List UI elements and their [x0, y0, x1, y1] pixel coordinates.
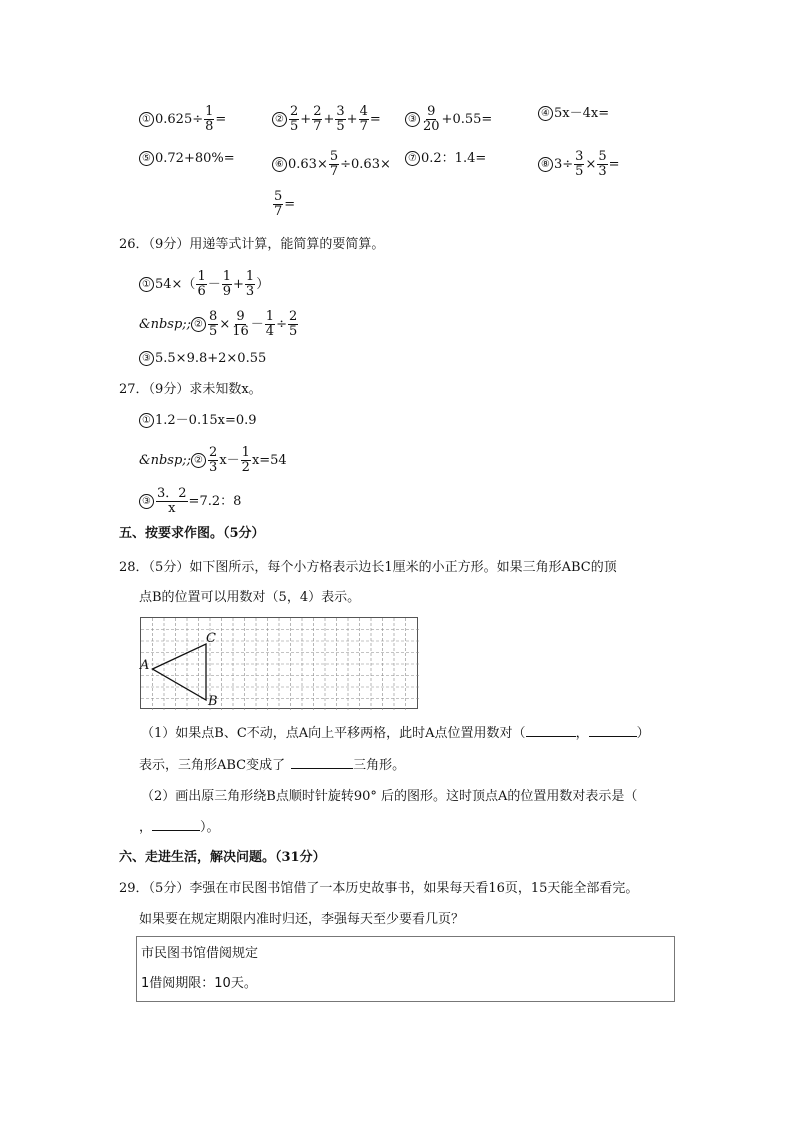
operator: + [346, 112, 358, 127]
expr-text: 0.2：1.4= [421, 151, 487, 166]
calc-q7 [405, 150, 486, 168]
fraction: $\frac{9}{16}$ [232, 309, 249, 339]
calc-q6 [272, 150, 391, 179]
expr-text: = [369, 112, 381, 127]
q26-item3 [139, 350, 266, 368]
fraction: $\frac{4}{7}$ [359, 104, 368, 134]
operator: － [207, 277, 221, 292]
rules-item: 1借阅期限：10天。 [141, 976, 257, 991]
fraction: $\frac{9}{20}$ [423, 104, 440, 134]
fraction: $\frac{2}{3}$ [209, 445, 218, 475]
fraction: $\frac{3}{5}$ [336, 104, 345, 134]
comma: ， [575, 726, 589, 741]
circled-number: ④ [538, 106, 553, 121]
circled-number: ① [139, 413, 154, 428]
answer-blank-x[interactable] [526, 724, 576, 737]
calc-q6-wrap [272, 190, 295, 219]
circled-number: ⑥ [272, 157, 287, 172]
fraction: $\frac{2}{5}$ [288, 309, 298, 339]
expr-text: 54×（ [155, 277, 196, 292]
library-rules-box [136, 936, 675, 1002]
q28-line1: 28．（5分）如下图所示，每个小方格表示边长1厘米的小正方形。如果三角形ABC的顶 [119, 560, 617, 575]
expr-text: = [215, 112, 227, 127]
answer-blank-triangle-type[interactable] [291, 756, 353, 769]
q26-item1 [139, 270, 269, 299]
operator: + [300, 112, 312, 127]
q28-part1-text: 三角形。 [353, 758, 406, 773]
fraction: $\frac{1}{9}$ [222, 269, 232, 299]
operator: ÷ [276, 317, 287, 332]
q28-line2: 点B的位置可以用数对（5，4）表示。 [139, 590, 361, 605]
fraction: $\frac{5}{7}$ [329, 149, 339, 179]
q27-item2 [139, 446, 287, 475]
circled-number: ② [191, 317, 206, 332]
answer-blank-y[interactable] [589, 724, 637, 737]
expr-text: ÷0.63× [340, 157, 391, 172]
q29-line1: 29．（5分）李强在市民图书馆借了一本历史故事书，如果每天看16页，15天能全部看完。 [119, 881, 639, 896]
vertex-label-c: C [206, 631, 216, 646]
expr-text: 5.5×9.8+2×0.55 [155, 351, 267, 366]
answer-blank-rotated-a[interactable] [152, 818, 200, 831]
circled-number: ① [139, 112, 154, 127]
fraction: $\frac{1}{3}$ [245, 269, 255, 299]
expr-text: 0.72+80%= [155, 151, 235, 166]
circled-number: ③ [139, 494, 154, 509]
vertex-label-b: B [208, 694, 218, 709]
comma: ， [139, 820, 153, 835]
expr-text: 3÷ [554, 157, 574, 172]
q28-part2-line2 [139, 818, 220, 837]
calc-q3 [405, 105, 492, 134]
fraction: $\frac{2}{7}$ [313, 104, 322, 134]
expr-text: ） [256, 277, 270, 292]
grid-figure [141, 618, 419, 710]
q28-part1-text: 表示，三角形ABC变成了 [139, 758, 286, 773]
fraction: $\frac{2}{5}$ [290, 104, 299, 134]
calc-q2 [272, 105, 381, 134]
q28-part1-line1 [141, 724, 650, 743]
fraction: $\frac{8}{5}$ [209, 309, 218, 339]
q28-part1-line2 [139, 756, 405, 775]
grid-lines [141, 618, 419, 710]
expr-text: +0.55= [441, 112, 493, 127]
coordinate-grid [140, 617, 418, 709]
q27-item3 [139, 487, 241, 516]
circled-number: ③ [139, 351, 154, 366]
circled-number: ⑤ [139, 151, 154, 166]
expr-text: = [284, 197, 296, 212]
stray-entity-text: &nbsp;; [139, 317, 192, 332]
circled-number: ② [191, 453, 206, 468]
q26-item2 [139, 310, 299, 339]
fraction: $\frac{5}{7}$ [274, 189, 283, 219]
close-paren: ）。 [200, 820, 220, 835]
q28-part2-line1: （2）画出原三角形绕B点顺时针旋转90° 后的图形。这时顶点A的位置用数对表示是（ [141, 789, 638, 804]
circled-number: ⑧ [538, 157, 553, 172]
expr-text: 5x－4x= [554, 106, 610, 121]
close-paren: ） [636, 726, 650, 741]
fraction: $\frac{3.2}{x}$ [157, 486, 187, 516]
fraction: $\frac{1}{2}$ [241, 445, 250, 475]
expr-text: x－ [219, 453, 240, 468]
expr-text: 0.63× [288, 157, 328, 172]
operator: + [233, 277, 244, 292]
expr-text: 0.625÷ [155, 112, 204, 127]
rules-title: 市民图书馆借阅规定 [141, 946, 259, 961]
section-5-heading: 五、按要求作图。（5分） [119, 526, 265, 541]
operator: × [219, 317, 231, 332]
calc-q5 [139, 150, 235, 168]
q28-part1-text: （1）如果点B、C不动，点A向上平移两格，此时A点位置用数对（ [141, 726, 526, 741]
stray-entity-text: &nbsp;; [139, 453, 192, 468]
operator: + [323, 112, 335, 127]
fraction: $\frac{1}{4}$ [265, 309, 275, 339]
vertex-label-a: A [140, 658, 150, 673]
expr-text: 1.2－0.15x=0.9 [155, 413, 257, 428]
calc-q4 [538, 105, 609, 123]
calc-q8 [538, 150, 620, 179]
q27-item1 [139, 412, 257, 430]
fraction: $\frac{1}{8}$ [205, 104, 214, 134]
fraction: $\frac{3}{5}$ [575, 149, 584, 179]
section-6-heading: 六、走进生活，解决问题。（31分） [119, 850, 326, 865]
expr-text: x=54 [251, 453, 287, 468]
fraction: $\frac{5}{3}$ [598, 149, 607, 179]
operator: － [250, 317, 264, 332]
fraction: $\frac{1}{6}$ [197, 269, 206, 299]
q29-line2: 如果要在规定期限内准时归还，李强每天至少要看几页？ [139, 912, 465, 927]
circled-number: ① [139, 277, 154, 292]
circled-number: ⑦ [405, 151, 420, 166]
calc-q1 [139, 105, 226, 134]
q26-title: 26．（9分）用递等式计算，能简算的要简算。 [119, 237, 385, 252]
expr-text: =7.2：8 [188, 494, 242, 509]
q27-title: 27．（9分）求未知数x。 [119, 382, 262, 397]
circled-number: ② [272, 112, 287, 127]
expr-text: = [608, 157, 620, 172]
operator: × [585, 157, 597, 172]
circled-number: ③ [405, 112, 420, 127]
